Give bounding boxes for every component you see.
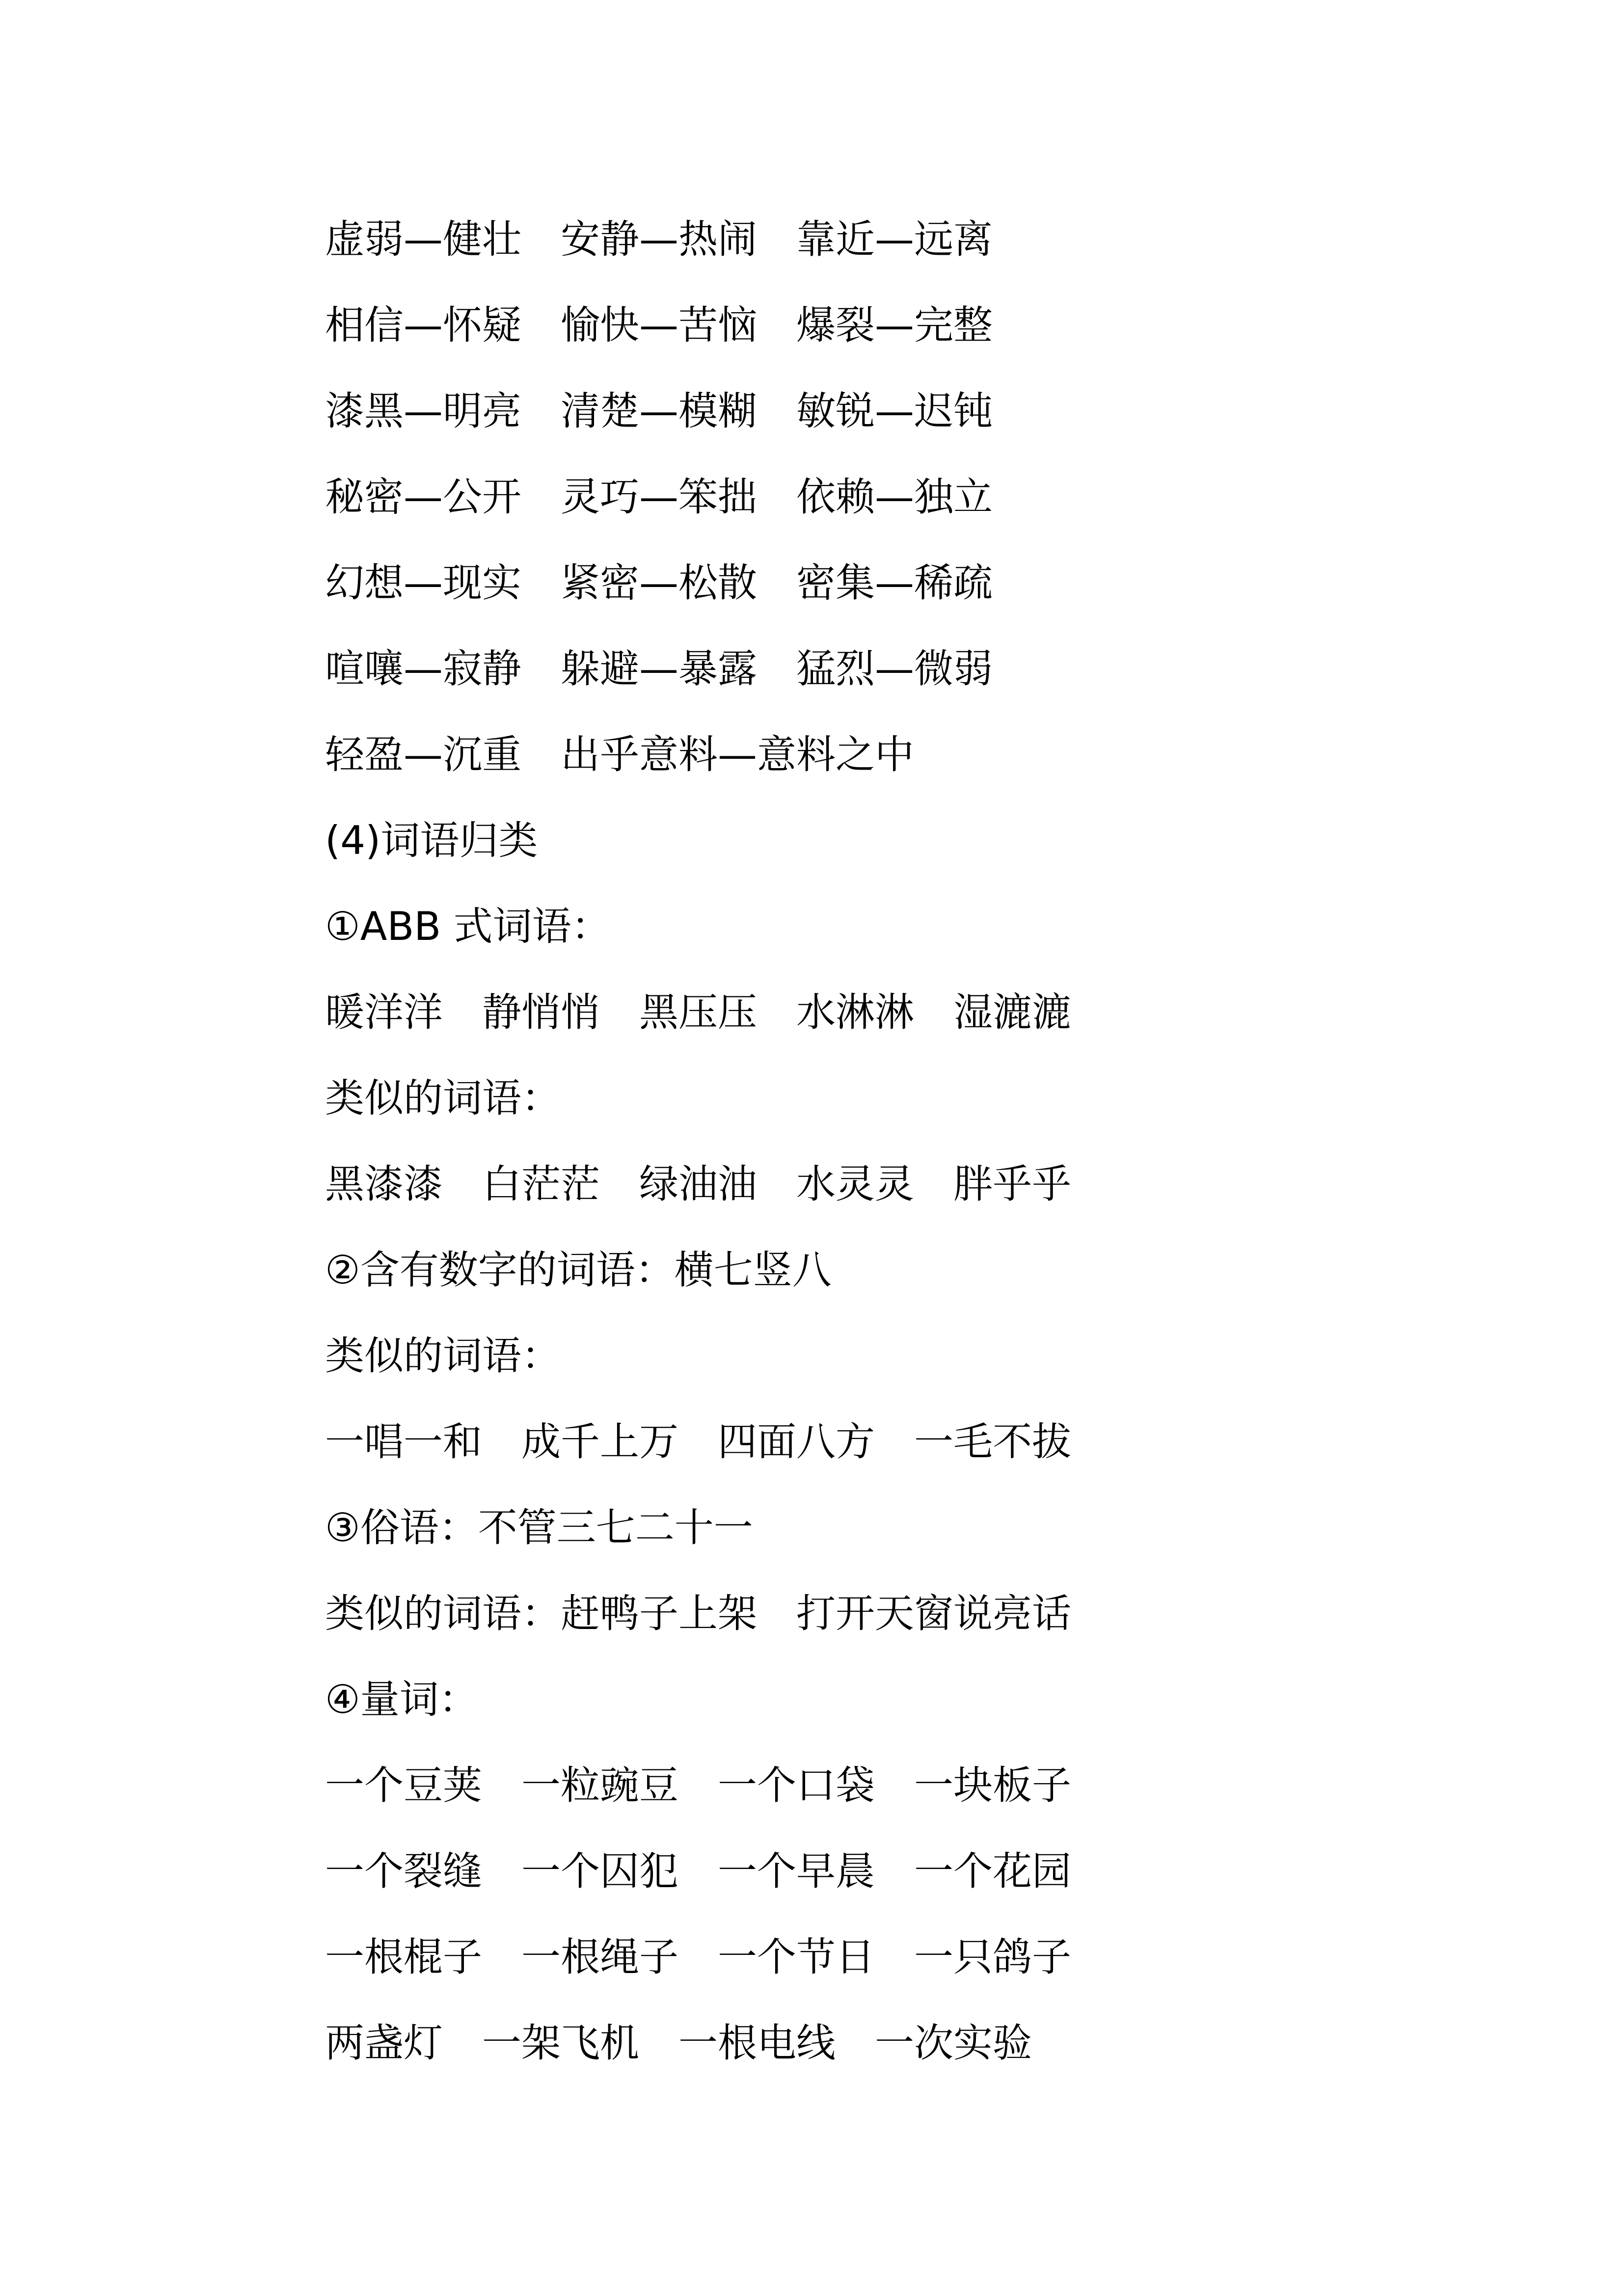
document-body bbox=[325, 213, 1405, 2102]
subheading-abb-words: ①ABB 式词语： bbox=[325, 904, 611, 949]
section-heading-word-classification: (4)词语归类 bbox=[325, 818, 538, 863]
similar-words-label-1: 类似的词语： bbox=[325, 1075, 561, 1121]
antonym-line-4: 秘密—公开 灵巧—笨拙 依赖—独立 bbox=[325, 474, 993, 520]
number-words-list: 一唱一和 成千上万 四面八方 一毛不拔 bbox=[325, 1419, 1071, 1465]
antonym-line-2: 相信—怀疑 愉快—苦恼 爆裂—完整 bbox=[325, 302, 993, 348]
measure-words-line-2: 一个裂缝 一个囚犯 一个早晨 一个花园 bbox=[325, 1848, 1071, 1894]
subheading-proverbs: ③俗语：不管三七二十一 bbox=[325, 1505, 753, 1550]
similar-words-label-2: 类似的词语： bbox=[325, 1333, 561, 1379]
subheading-measure-words: ④量词： bbox=[325, 1677, 478, 1722]
measure-words-line-4: 两盏灯 一架飞机 一根电线 一次实验 bbox=[325, 2020, 1032, 2066]
antonym-line-6: 喧嚷—寂静 躲避—暴露 猛烈—微弱 bbox=[325, 646, 993, 692]
measure-words-line-1: 一个豆荚 一粒豌豆 一个口袋 一块板子 bbox=[325, 1762, 1071, 1808]
antonym-line-7: 轻盈—沉重 出乎意料—意料之中 bbox=[325, 732, 914, 777]
measure-words-line-3: 一根棍子 一根绳子 一个节日 一只鸽子 bbox=[325, 1934, 1071, 1980]
antonym-line-5: 幻想—现实 紧密—松散 密集—稀疏 bbox=[325, 560, 993, 606]
similar-proverbs-line: 类似的词语：赶鸭子上架 打开天窗说亮话 bbox=[325, 1591, 1071, 1636]
antonym-line-3: 漆黑—明亮 清楚—模糊 敏锐—迟钝 bbox=[325, 388, 993, 434]
abb-words-list: 暖洋洋 静悄悄 黑压压 水淋淋 湿漉漉 bbox=[325, 989, 1071, 1035]
similar-abb-words-list: 黑漆漆 白茫茫 绿油油 水灵灵 胖乎乎 bbox=[325, 1161, 1071, 1207]
antonym-line-1: 虚弱—健壮 安静—热闹 靠近—远离 bbox=[325, 216, 993, 262]
subheading-number-words: ②含有数字的词语：横七竖八 bbox=[325, 1247, 832, 1293]
